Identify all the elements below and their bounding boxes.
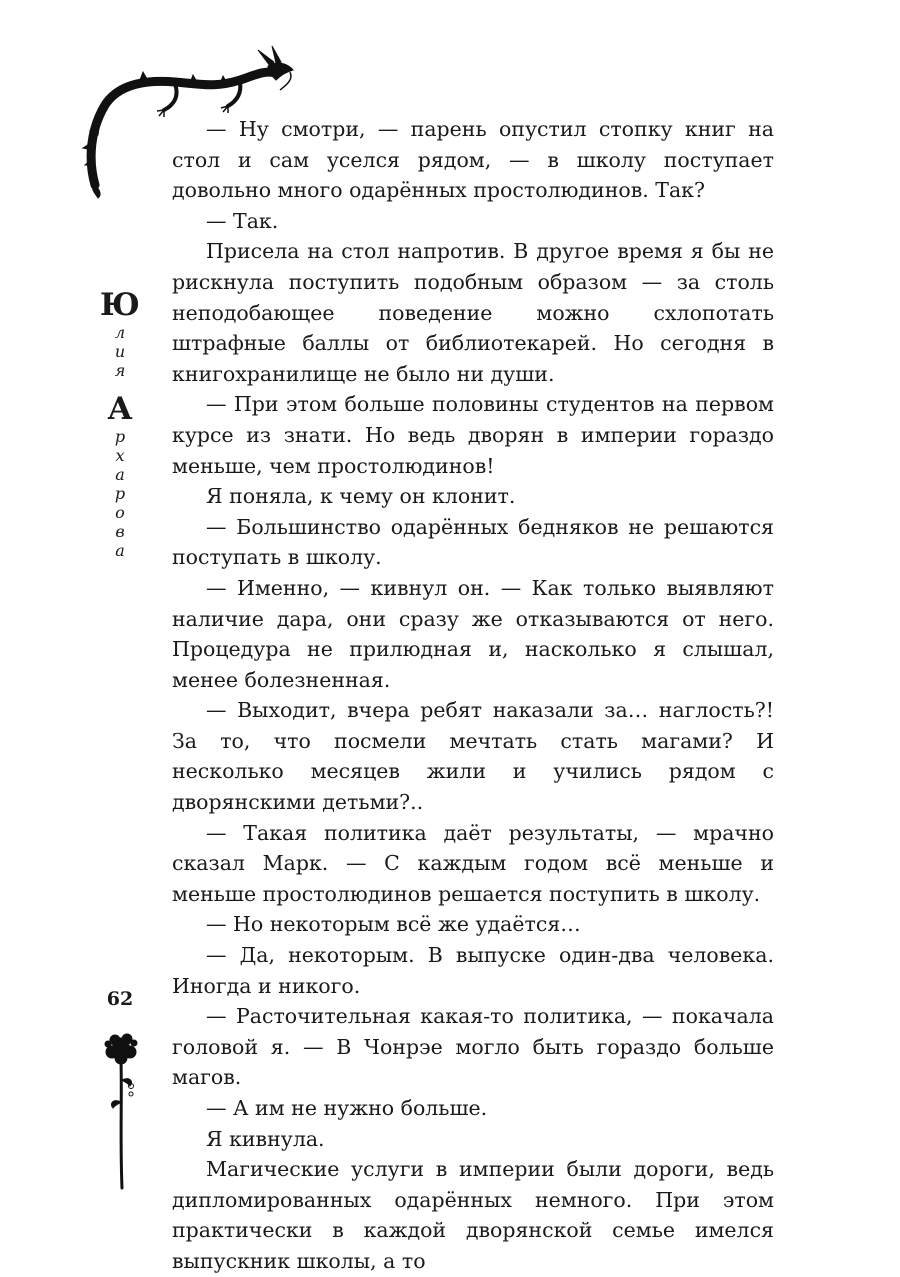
flower-ornament bbox=[100, 1030, 142, 1190]
author-last-letter: а bbox=[115, 465, 125, 484]
paragraph: — А им не нужно больше. bbox=[206, 1096, 488, 1120]
page-number: 62 bbox=[106, 988, 134, 1010]
paragraph: — Большинство одарённых бедняков не решаются поступать в школу. bbox=[172, 514, 774, 570]
paragraph: — Ну смотри, — парень опустил стопку книг на стол и сам уселся рядом, — в школу поступает довольно много одарённых простолюдинов. Так? bbox=[172, 117, 774, 203]
paragraph: Присела на стол напротив. В другое время я бы не рискнула поступить подобным образом — за столь неподобающее поведение можно схлопотать штрафные баллы от библиотекарей. Но сегодня в книгохранилище не было ни души. bbox=[172, 239, 774, 386]
paragraph: — Но некоторым всё же удаётся… bbox=[206, 912, 581, 937]
paragraph: — Расточительная какая-то политика, — покачала головой я. — В Чонрэе могло быть гораздо больше магов. bbox=[172, 1004, 774, 1090]
author-last-letter: в bbox=[115, 522, 125, 541]
author-last-letter: р bbox=[114, 484, 126, 503]
paragraph: — Выходит, вчера ребят наказали за… наглость?! За то, что посмели мечтать стать магами? И несколько месяцев жили и учились рядом с дворянскими детьми?.. bbox=[172, 698, 774, 815]
author-name-vertical bbox=[100, 287, 140, 560]
paragraph: — Так. bbox=[206, 208, 279, 233]
paragraph: Магические услуги в империи были дороги, ведь дипломированных одарённых немного. При этом практически в каждой дворянской семье имелся выпускник школы, а то bbox=[172, 1157, 774, 1273]
author-first-letter: л bbox=[114, 323, 126, 342]
author-last-letter: р bbox=[114, 427, 126, 446]
author-last-initial: А bbox=[107, 391, 133, 427]
paragraph: — Да, некоторым. В выпуске один-два человека. Иногда и никого. bbox=[172, 943, 774, 998]
paragraph: — Такая политика даёт результаты, — мрачно сказал Марк. — С каждым годом всё меньше и меньше простолюдинов решается поступить в школу. bbox=[172, 820, 774, 906]
author-last-letter: х bbox=[115, 446, 125, 465]
paragraph: Я поняла, к чему он клонит. bbox=[206, 484, 516, 509]
author-last-letter: а bbox=[115, 541, 125, 560]
author-first-letter: и bbox=[114, 342, 126, 361]
paragraph: — Именно, — кивнул он. — Как только выявляют наличие дара, они сразу же отказываются от него. Процедура не прилюдная и, насколько я слышал, менее болезненная. bbox=[172, 575, 774, 692]
author-last-letter: о bbox=[115, 503, 125, 522]
paragraph: — При этом больше половины студентов на первом курсе из знати. Но ведь дворян в империи гораздо меньше, чем простолюдинов! bbox=[172, 392, 774, 478]
paragraph: Я кивнула. bbox=[206, 1126, 325, 1151]
author-first-initial: Ю bbox=[100, 287, 140, 323]
main-text bbox=[172, 114, 774, 1277]
author-first-letter: я bbox=[114, 361, 126, 380]
